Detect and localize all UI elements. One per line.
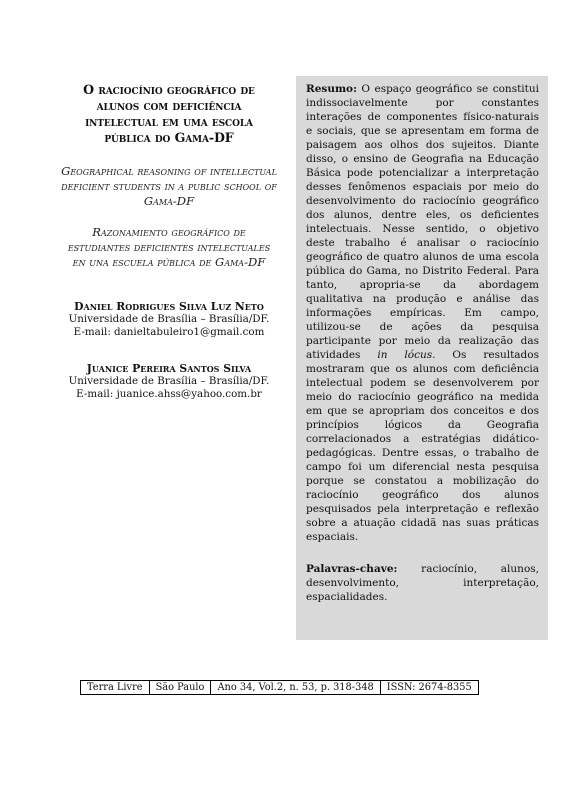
author-affiliation: Universidade de Brasília – Brasília/DF.	[68, 375, 270, 387]
journal-info-table	[80, 680, 479, 695]
abstract-italic-term: in lócus	[377, 349, 433, 361]
abstract-text	[306, 82, 539, 544]
article-title: O raciocínio geográfico de alunos com deficiência intelectual em uma escola pública do Gama-DF	[83, 82, 255, 145]
abstract-body-2: . Os resultados mostraram que os alunos com deficiência intelectual podem se desenvolverem por meio do raciocínio geográfico na medida em que se apropriam dos conceitos e dos princípios lógicos da Geografia correlacionados a estratégias didático-pedagógicas. Dentre essas, o trabalho de campo foi um diferencial nesta pesquisa porque se constatou a mobilização do raciocínio geográfico dos alunos pesquisados pela interpretação e reflexão sobre a atuação cidadã nas suas práticas espaciais.	[306, 349, 539, 543]
article-title-spanish: Razonamiento geográfico de estudiantes deficientes intelectuales en una escuela pública de Gama-DF	[67, 225, 271, 269]
journal-name: Terra Livre	[81, 681, 150, 695]
journal-issn: ISSN: 2674-8355	[380, 681, 478, 695]
author-name: Daniel Rodrigues Silva Luz Neto	[74, 300, 264, 313]
abstract-box	[296, 76, 548, 640]
keywords-text: raciocínio, alunos, desenvolvimento, interpretação, espacialidades.	[306, 563, 539, 603]
journal-info-row	[81, 681, 479, 695]
title-column	[60, 82, 278, 401]
keywords-label: Palavras-chave:	[306, 563, 398, 575]
keywords	[306, 562, 539, 604]
journal-volume: Ano 34, Vol.2, n. 53, p. 318-348	[211, 681, 380, 695]
author-1	[60, 300, 278, 339]
author-email: E-mail: juanice.ahss@yahoo.com.br	[76, 388, 262, 400]
abstract-label: Resumo:	[306, 83, 357, 95]
article-title-english: Geographical reasoning of intellectual deficient students in a public school of Gama-DF	[61, 164, 277, 208]
author-2	[60, 362, 278, 401]
author-email: E-mail: danieltabuleiro1@gmail.com	[73, 326, 265, 338]
abstract-body-1: O espaço geográfico se constitui indissociavelmente por constantes interações de componentes físico-naturais e sociais, que se apresentam em forma de paisagem aos olhos dos sujeitos. Diante disso, o ensino de Geografia na Educação Básica pode potencializar a interpretação desses fenômenos espaciais por meio do desenvolvimento do raciocínio geográfico dos alunos, dentre eles, os deficientes intelectuais. Nesse sentido, o objetivo deste trabalho é analisar o raciocínio geográfico de quatro alunos de uma escola pública do Gama, no Distrito Federal. Para tanto, apropria-se da abordagem qualitativa na produção e análise das informações empíricas. Em campo, utilizou-se de ações da pesquisa participante por meio da realização das atividades	[306, 83, 539, 361]
author-affiliation: Universidade de Brasília – Brasília/DF.	[68, 313, 270, 325]
journal-city: São Paulo	[149, 681, 211, 695]
author-name: Juanice Pereira Santos Silva	[86, 362, 252, 375]
